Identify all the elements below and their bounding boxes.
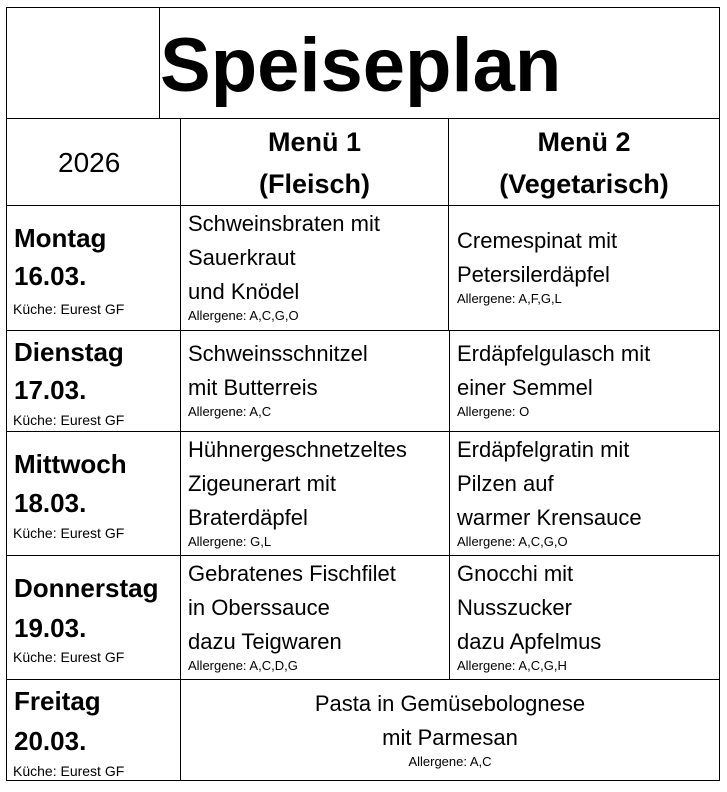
meal-line: Schweinsschnitzel <box>188 341 368 366</box>
border-row-2 <box>6 431 720 432</box>
border-right <box>719 7 720 781</box>
menu1-header-subtitle: (Fleisch) <box>258 169 371 199</box>
meal-line: Petersilerdäpfel <box>457 262 610 287</box>
allergen-info: Allergene: A,C <box>408 754 492 769</box>
day-name: Mittwoch <box>14 449 127 479</box>
menu2-cell <box>457 337 650 418</box>
border-bottom <box>6 780 720 781</box>
day-date: 20.03. <box>14 726 87 756</box>
meal-line: dazu Apfelmus <box>457 629 602 654</box>
kitchen-label: Küche: Eurest GF <box>13 763 125 779</box>
meal-line: Sauerkraut <box>188 245 296 270</box>
day-date: 16.03. <box>14 261 87 291</box>
day-name: Freitag <box>14 686 101 716</box>
border-menu-header <box>6 205 720 206</box>
menu1-cell <box>188 557 396 672</box>
border-left <box>6 7 7 781</box>
menu2-cell <box>457 433 642 548</box>
allergen-info: Allergene: A,C,G,O <box>457 534 568 549</box>
meal-line: warmer Krensauce <box>457 505 642 530</box>
kitchen-label: Küche: Eurest GF <box>13 649 125 665</box>
border-row-1 <box>6 330 720 331</box>
meal-line: und Knödel <box>188 279 300 304</box>
meal-line: in Oberssauce <box>188 595 330 620</box>
border-header <box>6 118 720 119</box>
day-name: Dienstag <box>14 337 124 367</box>
meal-line: Cremespinat mit <box>457 228 618 253</box>
allergen-info: Allergene: A,F,G,L <box>457 291 562 306</box>
allergen-info: Allergene: O <box>457 404 530 419</box>
meal-line: Hühnergeschnetzeltes <box>188 437 407 462</box>
border-row-3 <box>6 555 720 556</box>
day-date: 17.03. <box>14 375 87 405</box>
year-label: 2026 <box>58 147 121 178</box>
menu2-header-subtitle: (Vegetarisch) <box>499 169 669 199</box>
border-top <box>6 7 720 8</box>
allergen-info: Allergene: A,C <box>188 404 272 419</box>
meal-line: mit Parmesan <box>382 725 518 750</box>
meal-line: Braterdäpfel <box>188 505 308 530</box>
border-menu-split-b <box>449 330 450 680</box>
menu1-header-title: Menü 1 <box>267 127 361 157</box>
meal-line: mit Butterreis <box>188 375 318 400</box>
meal-line: Nusszucker <box>457 595 572 620</box>
kitchen-label: Küche: Eurest GF <box>13 301 125 317</box>
meal-line: Pasta in Gemüsebolognese <box>314 691 586 716</box>
menu2-header <box>449 121 719 205</box>
meal-line: dazu Teigwaren <box>188 629 342 654</box>
meal-line: Schweinsbraten mit <box>188 211 380 236</box>
menu2-cell <box>457 557 601 672</box>
border-row-4 <box>6 679 720 680</box>
meal-line: Erdäpfelgulasch mit <box>457 341 651 366</box>
kitchen-label: Küche: Eurest GF <box>13 525 125 541</box>
page-title: Speiseplan <box>160 23 562 108</box>
border-day-col <box>180 118 181 781</box>
day-name: Donnerstag <box>14 573 159 603</box>
menu2-cell <box>457 224 617 305</box>
meal-line: Zigeunerart mit <box>188 471 336 496</box>
menu1-cell <box>188 207 380 322</box>
combined-menu-cell <box>181 687 719 768</box>
day-date: 18.03. <box>14 488 87 518</box>
menu1-header <box>181 121 448 205</box>
meal-line: Gnocchi mit <box>457 561 574 586</box>
allergen-info: Allergene: A,C,D,G <box>188 658 298 673</box>
menu2-header-title: Menü 2 <box>537 127 631 157</box>
menu1-cell <box>188 433 407 548</box>
menu1-cell <box>188 337 368 418</box>
day-date: 19.03. <box>14 613 87 643</box>
allergen-info: Allergene: A,C,G,O <box>188 308 299 323</box>
allergen-info: Allergene: G,L <box>188 534 272 549</box>
allergen-info: Allergene: A,C,G,H <box>457 658 567 673</box>
day-name: Montag <box>14 223 107 253</box>
meal-line: Gebratenes Fischfilet <box>188 561 396 586</box>
meal-line: einer Semmel <box>457 375 593 400</box>
meal-line: Erdäpfelgratin mit <box>457 437 630 462</box>
meal-line: Pilzen auf <box>457 471 554 496</box>
kitchen-label: Küche: Eurest GF <box>13 412 125 428</box>
